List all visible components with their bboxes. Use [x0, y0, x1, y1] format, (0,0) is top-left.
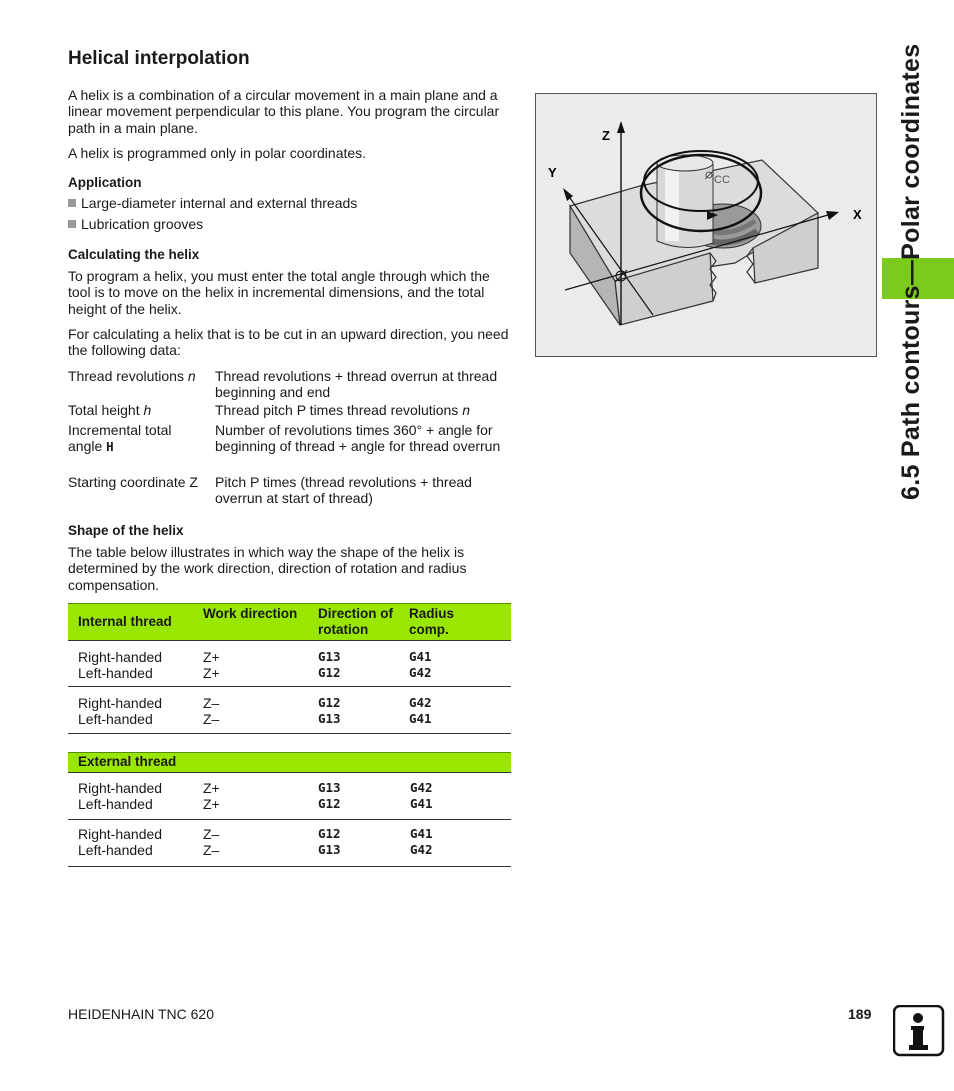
external-thread-table [68, 752, 511, 868]
intro-paragraph-1: A helix is a combination of a circular movement in a main plane and a linear movement perpendicular to this plane. You program the circular path in a main plane. [68, 87, 500, 136]
header-cell: Radius comp. [409, 606, 455, 637]
section-title: Helical interpolation [68, 48, 250, 69]
table-row: Right-handed Left-handed Z– Z– G12 G13 G41 G42 [68, 820, 511, 867]
page-number: 189 [848, 1006, 872, 1022]
helix-figure [535, 93, 877, 357]
table-row: Right-handed Left-handed Z+ Z+ G13 G12 G41 G42 [68, 641, 511, 687]
header-cell: Work direction [203, 606, 298, 621]
internal-thread-table [68, 603, 511, 734]
table-header [68, 752, 511, 773]
definition-desc: Number of revolutions times 360° + angle for beginning of thread + angle for thread overrun [215, 422, 501, 455]
definition-term: Incremental total angle H [68, 422, 172, 455]
definition-term: Total height h [68, 402, 152, 418]
table-row: Right-handed Left-handed Z+ Z+ G13 G12 G42 G41 [68, 773, 511, 820]
table-row: Right-handed Left-handed Z– Z– G12 G13 G42 G41 [68, 687, 511, 734]
list-item: Lubrication grooves [68, 216, 203, 232]
axis-label-z: Z [602, 128, 610, 143]
bullet-square-icon [68, 220, 76, 228]
shape-paragraph: The table below illustrates in which way the shape of the helix is determined by the work direction, direction of rotation and radius compensation. [68, 544, 467, 593]
definition-desc: Thread revolutions + thread overrun at thread beginning and end [215, 368, 498, 401]
info-icon [893, 1005, 945, 1057]
list-item: Large-diameter internal and external threads [68, 195, 357, 211]
axis-label-y: Y [548, 165, 557, 180]
definition-term: Starting coordinate Z [68, 474, 198, 490]
calculating-heading: Calculating the helix [68, 247, 200, 262]
table-header [68, 603, 511, 641]
bullet-square-icon [68, 199, 76, 207]
application-heading: Application [68, 175, 142, 190]
header-cell: Direction of rotation [318, 606, 394, 637]
definition-desc: Pitch P times (thread revolutions + thread overrun at start of thread) [215, 474, 472, 507]
intro-paragraph-2: A helix is programmed only in polar coordinates. [68, 145, 367, 161]
shape-heading: Shape of the helix [68, 523, 184, 538]
chapter-title: 6.5 Path contours—Polar coordinates [897, 43, 925, 500]
header-cell: Internal thread [78, 614, 172, 629]
axis-label-x: X [853, 207, 862, 222]
calculating-paragraph-2: For calculating a helix that is to be cut in an upward direction, you need the following data: [68, 326, 509, 359]
center-label: CC [714, 174, 730, 186]
footer-product: HEIDENHAIN TNC 620 [68, 1006, 215, 1022]
calculating-paragraph-1: To program a helix, you must enter the total angle through which the tool is to move on the helix in incremental dimensions, and the total height of the helix. [68, 268, 490, 317]
definition-term: Thread revolutions n [68, 368, 196, 384]
definition-desc: Thread pitch P times thread revolutions n [215, 402, 470, 418]
header-cell: External thread [78, 754, 177, 769]
